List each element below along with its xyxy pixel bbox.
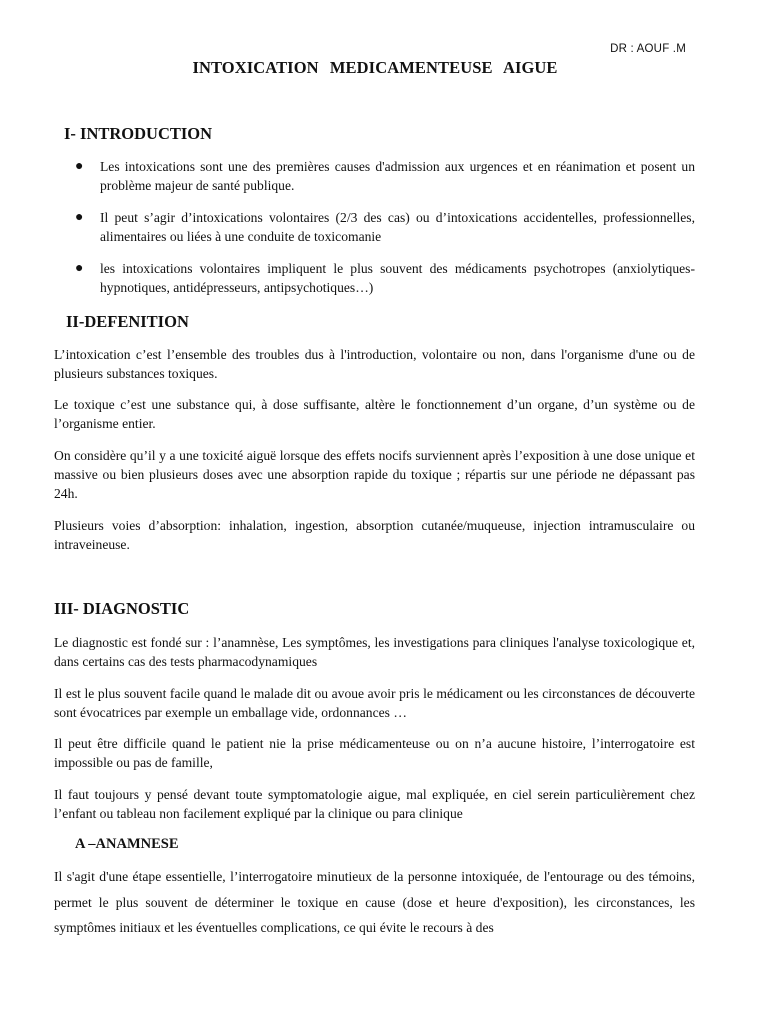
author-label: DR : AOUF .M (610, 43, 686, 55)
document-title: INTOXICATION MEDICAMENTEUSE AIGUE (192, 58, 558, 77)
bullet-icon: ● (75, 210, 84, 225)
bullet-icon: ● (75, 159, 84, 174)
paragraph: Il faut toujours y pensé devant toute symptomatologie aigue, mal expliquée, en ciel serein particulièrement chez l’enfant ou tableau non facilement expliqué par la clinique ou para clinique (54, 787, 695, 821)
paragraph: Le toxique c’est une substance qui, à dose suffisante, altère le fonctionnement d’un organe, d’un système ou de l’organisme entier. (54, 397, 695, 431)
heading-anamnese: A –ANAMNESE (75, 836, 179, 852)
paragraph: Il est le plus souvent facile quand le malade dit ou avoue avoir pris le médicament ou les circonstances de découverte sont évocatrices par exemple un emballage vide, ordonnances … (54, 686, 695, 720)
heading-definition: II-DEFENITION (66, 312, 189, 331)
bullet-text: les intoxications volontaires impliquent le plus souvent des médicaments psychotropes (anxiolytiques-hypnotiques, antidépresseurs, antipsychotiques…) (100, 261, 695, 295)
paragraph: Il peut être difficile quand le patient nie la prise médicamenteuse ou on n’a aucune histoire, l’interrogatoire est impossible ou pas de famille, (54, 736, 695, 770)
heading-diagnostic: III- DIAGNOSTIC (54, 599, 190, 618)
bullet-icon: ● (75, 261, 84, 276)
paragraph: Le diagnostic est fondé sur : l’anamnèse, Les symptômes, les investigations para cliniques l'analyse toxicologique et, dans certains cas des tests pharmacodynamiques (54, 635, 695, 669)
heading-introduction: I- INTRODUCTION (64, 124, 213, 143)
paragraph: Il s'agit d'une étape essentielle, l’interrogatoire minutieux de la personne intoxiquée, de l'entourage ou des témoins, permet le plus souvent de déterminer le toxique en cause (dose et heure d'exposition), les circonstances, les symptômes initiaux et les éventuelles complications, ce qui évite le recours à des (54, 869, 695, 935)
paragraph: Plusieurs voies d’absorption: inhalation, ingestion, absorption cutanée/muqueuse, injection intramusculaire ou intraveineuse. (54, 518, 695, 552)
paragraph: On considère qu’il y a une toxicité aiguë lorsque des effets nocifs surviennent après l’exposition à une dose unique et massive ou bien plusieurs doses avec une absorption rapide du toxique ; répartis sur une période ne dépassant pas 24h. (54, 448, 695, 501)
bullet-text: Les intoxications sont une des premières causes d'admission aux urgences et en réanimation et posent un problème majeur de santé publique. (100, 159, 695, 193)
bullet-text: Il peut s’agir d’intoxications volontaires (2/3 des cas) ou d’intoxications accidentelles, professionnelles, alimentaires ou liées à une conduite de toxicomanie (100, 210, 695, 244)
paragraph: L’intoxication c’est l’ensemble des troubles dus à l'introduction, volontaire ou non, dans l'organisme d'une ou de plusieurs substances toxiques. (54, 347, 695, 381)
